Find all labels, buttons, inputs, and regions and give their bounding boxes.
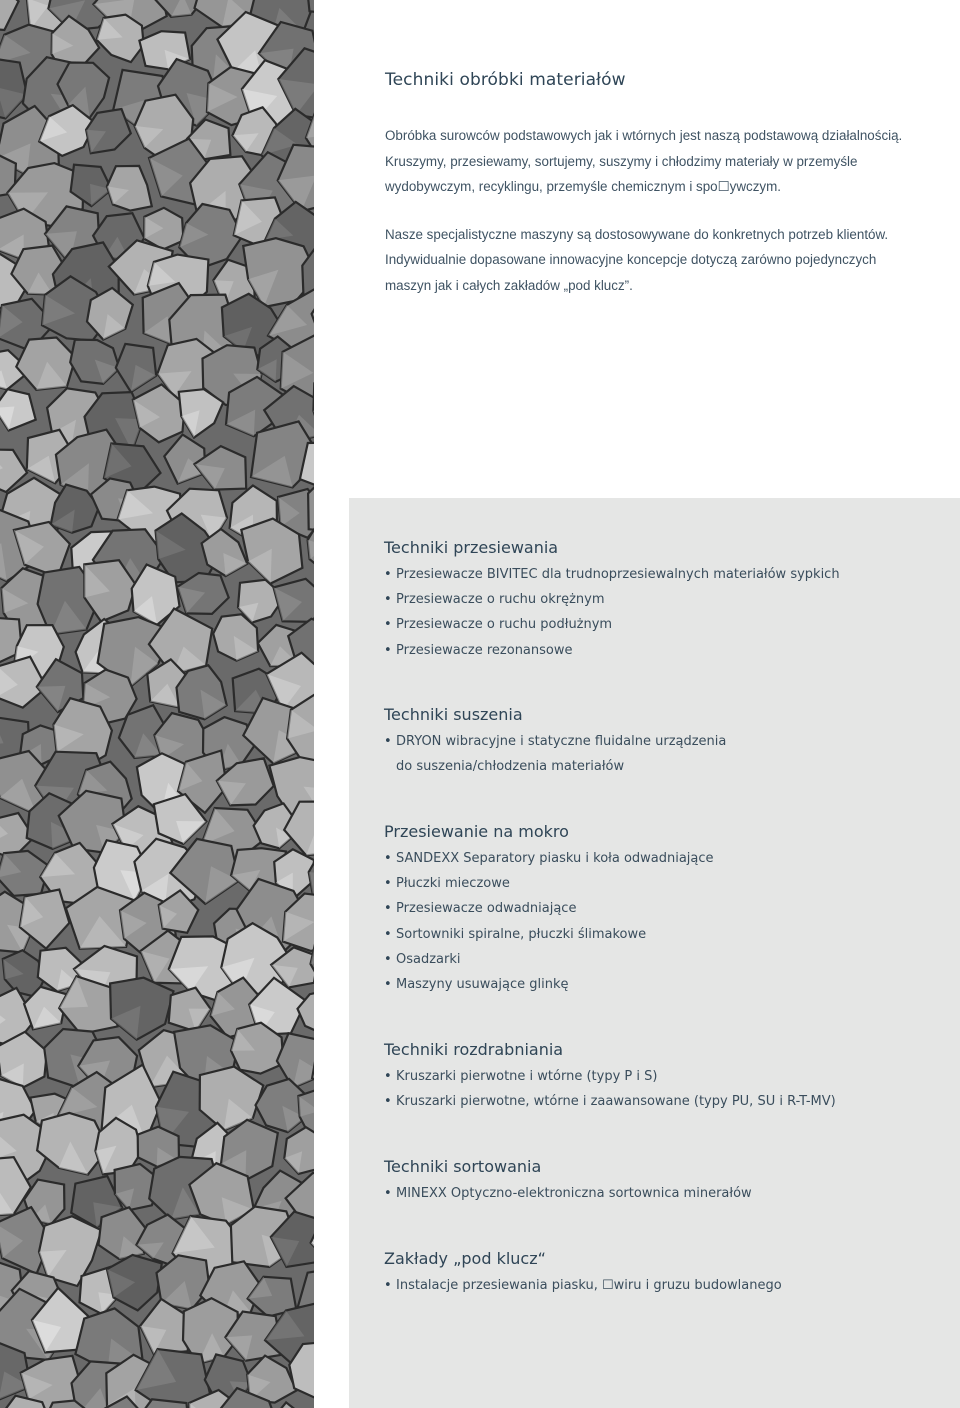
section-list bbox=[384, 846, 944, 997]
section-title: Techniki rozdrabniania bbox=[384, 1040, 564, 1059]
list-item: • Osadzarki bbox=[384, 947, 944, 972]
bullet-icon: • bbox=[384, 1094, 392, 1110]
section-przesiewania bbox=[384, 534, 944, 663]
list-item: • Sortowniki spiralne, płuczki ślimakowe bbox=[384, 922, 944, 947]
intro-title: Techniki obróbki materiałów bbox=[385, 70, 626, 90]
list-item: • Przesiewacze rezonansowe bbox=[384, 638, 944, 663]
bullet-icon: • bbox=[384, 1069, 392, 1084]
bullet-icon: • bbox=[384, 951, 392, 967]
bullet-icon: • bbox=[384, 977, 392, 993]
techniques-panel bbox=[349, 498, 960, 1408]
rock-shape bbox=[0, 1032, 47, 1088]
section-suszenia bbox=[384, 701, 744, 779]
rock-shape bbox=[270, 1402, 313, 1408]
section-list bbox=[384, 1064, 944, 1114]
list-item: • MINEXX Optyczno-elektroniczna sortownica minerałów bbox=[384, 1181, 944, 1206]
section-pod-klucz bbox=[384, 1245, 944, 1298]
rock-shape bbox=[0, 0, 19, 30]
section-title: Przesiewanie na mokro bbox=[384, 822, 569, 841]
bullet-icon: • bbox=[384, 1186, 392, 1201]
bullet-icon: • bbox=[384, 734, 392, 749]
section-list bbox=[384, 1273, 944, 1298]
intro-paragraph-2: Nasze specjalistyczne maszyny są dostosowywane do konkretnych potrzeb klientów. Indywidualnie dopasowane innowacyjne koncepcje dotyczą zarówno pojedynczych maszyn jak i całych zakładów „pod klucz”. bbox=[385, 226, 889, 293]
bullet-icon: • bbox=[384, 901, 392, 917]
bullet-icon: • bbox=[384, 617, 392, 633]
section-list bbox=[384, 562, 944, 663]
section-title: Techniki przesiewania bbox=[384, 538, 559, 557]
bullet-icon: • bbox=[384, 926, 392, 942]
list-item: • Przesiewacze o ruchu okrężnym bbox=[384, 587, 944, 612]
list-item: • Maszyny usuwające glinkę bbox=[384, 972, 944, 997]
bullet-icon: • bbox=[384, 876, 392, 892]
list-item: • Kruszarki pierwotne, wtórne i zaawansowane (typy PU, SU i R-T-MV) bbox=[384, 1089, 944, 1114]
bullet-icon: • bbox=[384, 567, 392, 582]
bullet-icon: • bbox=[384, 642, 392, 658]
section-list bbox=[384, 1181, 944, 1206]
bullet-icon: • bbox=[384, 1278, 392, 1293]
section-na-mokro bbox=[384, 818, 944, 997]
bullet-icon: • bbox=[384, 851, 392, 866]
bullet-icon: • bbox=[384, 592, 392, 608]
list-item: • Przesiewacze BIVITEC dla trudnoprzesiewalnych materiałów sypkich bbox=[384, 562, 944, 587]
list-item: • Przesiewacze o ruchu podłużnym bbox=[384, 612, 944, 637]
list-item: • Instalacje przesiewania piasku, ☐wiru i gruzu budowlanego bbox=[384, 1273, 944, 1298]
list-item: • Płuczki mieczowe bbox=[384, 871, 944, 896]
rock-shape bbox=[70, 340, 119, 384]
crushed-stone-photo bbox=[0, 0, 314, 1408]
intro-paragraph-1: Obróbka surowców podstawowych jak i wtórnych jest naszą podstawową działalnością. Kruszymy, przesiewamy, sortujemy, suszymy i chłodzimy materiały w przemyśle wydobywczym, recyklingu, przemyśle chemicznym i spo☐ywczym. bbox=[385, 128, 903, 194]
section-list bbox=[384, 729, 744, 779]
section-rozdrabniania bbox=[384, 1036, 944, 1114]
section-title: Techniki suszenia bbox=[384, 705, 523, 724]
list-item: • DRYON wibracyjne i statyczne fluidalne urządzenia do suszenia/chłodzenia materiałów bbox=[384, 729, 744, 779]
section-title: Techniki sortowania bbox=[384, 1157, 542, 1176]
section-title: Zakłady „pod klucz“ bbox=[384, 1249, 546, 1268]
intro-block bbox=[385, 70, 925, 298]
section-sortowania bbox=[384, 1153, 944, 1206]
list-item: • Kruszarki pierwotne i wtórne (typy P i S) bbox=[384, 1064, 944, 1089]
list-item: • Przesiewacze odwadniające bbox=[384, 896, 944, 921]
list-item: • SANDEXX Separatory piasku i koła odwadniające bbox=[384, 846, 944, 871]
